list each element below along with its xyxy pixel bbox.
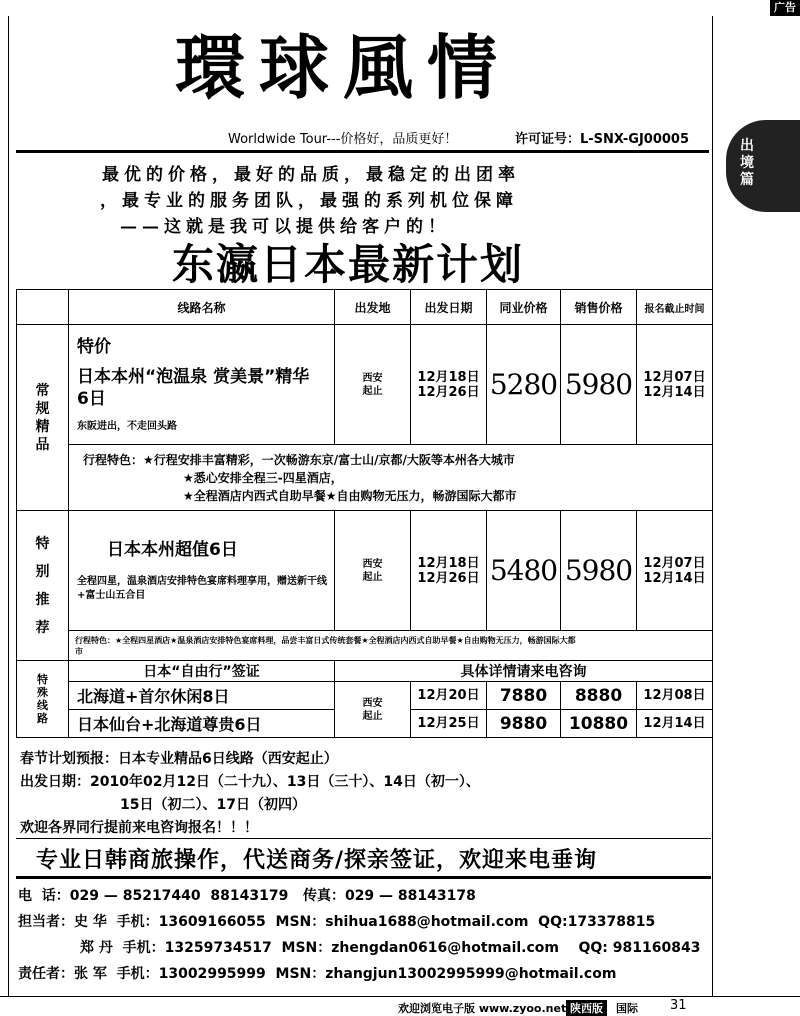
trade-price: 7880 <box>487 682 561 710</box>
col-departure: 出发地 <box>335 290 411 325</box>
special-label: 特价 <box>77 336 111 357</box>
route-note: 东阪进出，不走回头路 <box>77 420 177 432</box>
features-cell <box>69 445 713 511</box>
spring-plan-title: 春节计划预报：日本专业精品6日线路（西安起止） <box>20 751 338 767</box>
table-header-row <box>17 290 713 325</box>
route-title: 北海道+首尔休闲8日 <box>69 682 335 710</box>
deadline: 12月08日 <box>637 682 713 710</box>
header-divider <box>16 150 709 153</box>
departure-city: 西安 起止 <box>335 511 411 631</box>
sale-price: 5980 <box>561 325 637 445</box>
divider-thick <box>16 876 711 879</box>
visa-row <box>17 661 713 682</box>
footer-website: 欢迎浏览电子版 www.zyoo.net <box>398 1002 567 1015</box>
col-route-name: 线路名称 <box>69 290 335 325</box>
features-row <box>17 631 713 661</box>
header-blank <box>17 290 69 325</box>
sale-price: 5980 <box>561 511 637 631</box>
deadline: 12月14日 <box>637 710 713 738</box>
page-number: 31 <box>670 998 687 1013</box>
col-sale-price: 销售价格 <box>561 290 637 325</box>
trade-price: 5280 <box>487 325 561 445</box>
footer-section: 国际 <box>616 1002 638 1015</box>
route-title: 日本本州超值6日 <box>107 539 238 560</box>
features-row <box>17 445 713 511</box>
col-deadline: 报名截止时间 <box>637 290 713 325</box>
brand-logo: 環球風情 <box>175 26 511 109</box>
section-tab-label: 出境篇 <box>740 138 754 188</box>
tagline: Worldwide Tour---价格好，品质更好！ <box>228 132 458 147</box>
edition-badge: 陕西版 <box>566 1000 607 1016</box>
departure-city: 西安 起止 <box>335 325 411 445</box>
contact-zhang-jun: 责任者：张 军 手机：13002995999 MSN：zhangjun13002995999@hotmail.com <box>18 966 617 982</box>
ad-tag: 广告 <box>770 0 800 16</box>
slogan-line-2: ，最专业的服务团队，最强的系列机位保障 <box>100 191 518 211</box>
inquiry-note: 具体详情请来电咨询 <box>335 661 713 682</box>
spring-plan-dates: 出发日期：2010年02月12日（二十九）、13日（三十）、14日（初一）、 <box>20 774 480 790</box>
table-row <box>17 511 713 631</box>
slogan-line-1: 最优的价格，最好的品质，最稳定的出团率 <box>102 165 520 185</box>
category-recommended: 特别推荐 <box>17 511 69 661</box>
features-cell: 行程特色：★全程四星酒店★温泉酒店安排特色宴席料理，品尝丰富日式传统套餐★全程酒店内西式自助早餐★自由购物无压力，畅游国际大都市 <box>69 631 713 661</box>
footer-rule <box>0 996 800 997</box>
section-tab <box>726 120 800 212</box>
col-date: 出发日期 <box>411 290 487 325</box>
spring-plan-dates-cont: 15日（初二）、17日（初四） <box>120 797 306 813</box>
departure-dates: 12月18日 12月26日 <box>411 511 487 631</box>
route-title: 日本本州“泡温泉 赏美景”精华6日 <box>77 366 310 409</box>
departure-city: 西安 起止 <box>335 682 411 738</box>
slogan-line-3: ——这就是我可以提供给客户的！ <box>120 217 450 237</box>
route-cell <box>69 511 335 631</box>
departure-dates: 12月18日 12月26日 <box>411 325 487 445</box>
category-special: 特殊线路 <box>17 661 69 738</box>
feature-line: ★悉心安排全程三-四星酒店， <box>183 470 343 485</box>
contact-zheng-dan: 郑 丹 手机：13259734517 MSN：zhengdan0616@hotmail.com QQ: 981160843 <box>80 940 701 956</box>
sale-price: 10880 <box>561 710 637 738</box>
feature-line: 行程特色：★行程安排丰富精彩，一次畅游东京/富士山/京都/大阪等本州各大城市 <box>83 452 515 467</box>
trade-price: 5480 <box>487 511 561 631</box>
table-row <box>17 682 713 710</box>
contact-shi-hua: 担当者：史 华 手机：13609166055 MSN：shihua1688@hotmail.com QQ:173378815 <box>18 914 656 930</box>
headline: 东瀛日本最新计划 <box>172 240 525 289</box>
table-row <box>17 325 713 445</box>
route-note: 全程四星，温泉酒店安排特色宴席料理享用，赠送新干线+富士山五合目 <box>77 575 327 601</box>
spring-plan-invite: 欢迎各界同行提前来电咨询报名！！！ <box>20 820 258 836</box>
deadline: 12月07日 12月14日 <box>637 511 713 631</box>
divider <box>16 838 711 839</box>
category-regular: 常规精品 <box>17 325 69 511</box>
feature-line: ★全程酒店内西式自助早餐★自由购物无压力，畅游国际大都市 <box>183 488 517 503</box>
service-banner: 专业日韩商旅操作，代送商务/探亲签证，欢迎来电垂询 <box>36 848 598 873</box>
phone-fax: 电 话：029 — 85217440 88143179 传真：029 — 88143178 <box>18 888 476 904</box>
departure-date: 12月25日 <box>411 710 487 738</box>
visa-header: 日本“自由行”签证 <box>69 661 335 682</box>
departure-date: 12月20日 <box>411 682 487 710</box>
trade-price: 9880 <box>487 710 561 738</box>
features-label: 行程特色： <box>83 452 144 467</box>
deadline: 12月07日 12月14日 <box>637 325 713 445</box>
route-title: 日本仙台+北海道尊贵6日 <box>69 710 335 738</box>
route-cell <box>69 325 335 445</box>
license-number: 许可证号：L-SNX-GJ00005 <box>515 132 690 147</box>
col-trade-price: 同业价格 <box>487 290 561 325</box>
sale-price: 8880 <box>561 682 637 710</box>
tour-table <box>16 289 713 738</box>
